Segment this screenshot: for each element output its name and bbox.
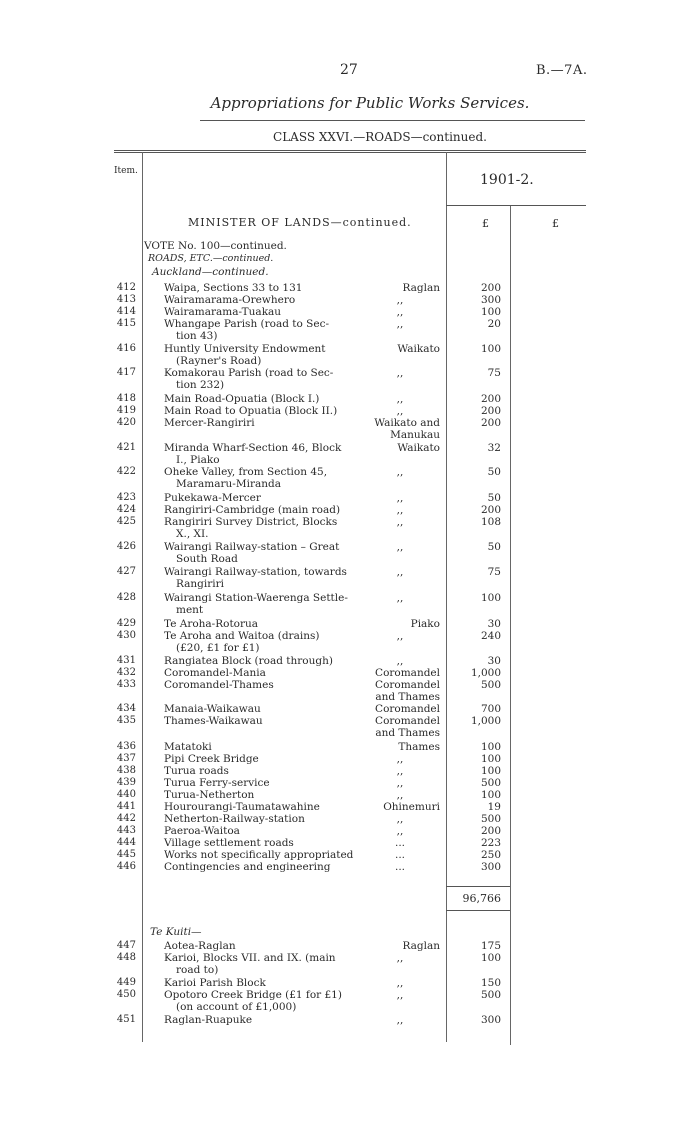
row-amount: 700 — [480, 703, 501, 715]
row-item-number: 440 — [116, 789, 136, 800]
row-description: Komakorau Parish (road to Sec- — [164, 367, 334, 379]
row-amount: 19 — [487, 801, 501, 813]
row-item-number: 418 — [116, 393, 136, 404]
row-description: Netherton-Railway-station — [164, 813, 305, 825]
row-district: ,, — [396, 294, 404, 306]
row-description-continued: Maramaru-Miranda — [176, 478, 281, 490]
row-description: Coromandel-Mania — [164, 667, 266, 679]
header-top-rule — [114, 150, 586, 151]
row-item-number: 425 — [116, 516, 136, 527]
row-district: ,, — [396, 504, 404, 516]
row-description: Raglan-Ruapuke — [164, 1014, 253, 1026]
row-description: Rangiriri-Cambridge (main road) — [164, 504, 341, 516]
row-amount: 32 — [487, 442, 501, 454]
row-district: Raglan — [402, 940, 440, 952]
row-item-number: 414 — [116, 306, 136, 317]
row-amount: 1,000 — [470, 667, 501, 679]
document-reference: B.—7A. — [536, 63, 588, 78]
row-district: ... — [394, 861, 405, 873]
row-item-number: 415 — [116, 318, 136, 329]
row-description: Rangiatea Block (road through) — [164, 655, 333, 667]
row-amount: 30 — [487, 655, 501, 667]
row-item-number: 417 — [116, 367, 136, 378]
row-amount: 150 — [480, 977, 501, 989]
row-description: Pukekawa-Mercer — [164, 492, 261, 504]
row-description-continued: I., Piako — [176, 454, 220, 466]
row-amount: 300 — [480, 861, 501, 873]
page-number: 27 — [340, 62, 358, 78]
row-description: Te Aroha and Waitoa (drains) — [164, 630, 320, 642]
row-district: Coromandel — [375, 667, 440, 679]
total-amount: 96,766 — [462, 892, 501, 905]
row-item-number: 438 — [116, 765, 136, 776]
row-description: Turua roads — [164, 765, 229, 777]
row-item-number: 430 — [116, 630, 136, 641]
row-amount: 200 — [480, 417, 501, 429]
page-title: Appropriations for Public Works Services. — [210, 94, 530, 112]
row-description: Opotoro Creek Bridge (£1 for £1) — [164, 989, 342, 1001]
row-description: Contingencies and engineering — [164, 861, 331, 873]
row-description: Mercer-Rangiriri — [164, 417, 255, 429]
row-amount: 100 — [480, 753, 501, 765]
section-minister: MINISTER OF LANDS—continued. — [188, 216, 412, 229]
row-description: Rangiriri Survey District, Blocks — [164, 516, 338, 528]
row-item-number: 446 — [116, 861, 136, 872]
row-amount: 100 — [480, 306, 501, 318]
row-district: Waikato — [397, 442, 440, 454]
row-amount: 75 — [487, 566, 501, 578]
row-item-number: 437 — [116, 753, 136, 764]
row-amount: 500 — [480, 777, 501, 789]
row-amount: 300 — [480, 1014, 501, 1026]
row-item-number: 420 — [116, 417, 136, 428]
row-amount: 223 — [480, 837, 501, 849]
row-description-continued: ment — [176, 604, 204, 616]
header-top-rule-double — [114, 152, 586, 153]
row-amount: 200 — [480, 504, 501, 516]
row-district: Ohinemuri — [383, 801, 440, 813]
row-item-number: 427 — [116, 566, 136, 577]
row-item-number: 448 — [116, 952, 136, 963]
row-item-number: 441 — [116, 801, 136, 812]
row-description: Works not specifically appropriated — [164, 849, 354, 861]
row-amount: 100 — [480, 592, 501, 604]
row-item-number: 451 — [116, 1014, 136, 1025]
row-description: Main Road to Opuatia (Block II.) — [164, 405, 338, 417]
row-district: ,, — [396, 753, 404, 765]
row-amount: 175 — [480, 940, 501, 952]
row-item-number: 424 — [116, 504, 136, 515]
row-description: Turua Ferry-service — [164, 777, 270, 789]
te-kuiti-heading: Te Kuiti— — [150, 926, 202, 938]
row-description: Huntly University Endowment — [164, 343, 326, 355]
row-amount: 100 — [480, 952, 501, 964]
row-description: Wairamarama-Orewhero — [164, 294, 296, 306]
class-title: CLASS XXVI.—ROADS—continued. — [273, 130, 487, 144]
row-district: ,, — [396, 952, 404, 964]
row-description-continued: Rangiriri — [176, 578, 225, 590]
row-description-continued: X., XI. — [176, 528, 209, 540]
row-district: Coromandel — [375, 679, 440, 691]
row-district: and Thames — [375, 691, 440, 703]
district-heading: Auckland—continued. — [152, 266, 269, 278]
row-district: ,, — [396, 789, 404, 801]
row-amount: 500 — [480, 813, 501, 825]
row-item-number: 449 — [116, 977, 136, 988]
row-district: ,, — [396, 492, 404, 504]
row-item-number: 444 — [116, 837, 136, 848]
row-amount: 200 — [480, 825, 501, 837]
row-amount: 200 — [480, 405, 501, 417]
row-item-number: 413 — [116, 294, 136, 305]
row-description: Matatoki — [164, 741, 212, 753]
row-description: Wairangi Railway-station, towards — [164, 566, 347, 578]
column-header-year: 1901-2. — [480, 172, 534, 188]
row-item-number: 428 — [116, 592, 136, 603]
total-top-rule — [446, 886, 510, 887]
row-district: ,, — [396, 765, 404, 777]
row-amount: 200 — [480, 282, 501, 294]
total-bottom-rule — [446, 910, 510, 911]
row-amount: 100 — [480, 741, 501, 753]
currency-col-1: £ — [482, 217, 489, 230]
row-amount: 30 — [487, 618, 501, 630]
row-item-number: 443 — [116, 825, 136, 836]
row-amount: 200 — [480, 393, 501, 405]
row-item-number: 445 — [116, 849, 136, 860]
row-description: Oheke Valley, from Section 45, — [164, 466, 328, 478]
row-district: ,, — [396, 977, 404, 989]
row-amount: 50 — [487, 541, 501, 553]
row-description: Village settlement roads — [164, 837, 294, 849]
amount-right-rule — [510, 205, 511, 1045]
row-district: Piako — [410, 618, 440, 630]
row-description: Karioi Parish Block — [164, 977, 266, 989]
row-district: Manukau — [390, 429, 440, 441]
row-item-number: 426 — [116, 541, 136, 552]
row-description: Turua-Netherton — [164, 789, 255, 801]
row-district: Coromandel — [375, 715, 440, 727]
row-district: ,, — [396, 405, 404, 417]
row-description: Thames-Waikawau — [164, 715, 263, 727]
row-item-number: 421 — [116, 442, 136, 453]
row-description-continued: (on account of £1,000) — [176, 1001, 297, 1013]
row-item-number: 433 — [116, 679, 136, 690]
row-description-continued: road to) — [176, 964, 219, 976]
row-district: ,, — [396, 541, 404, 553]
row-district: ,, — [396, 516, 404, 528]
row-district: ,, — [396, 1014, 404, 1026]
roads-heading: ROADS, ETC.—continued. — [148, 253, 274, 264]
row-description: Hourourangi-Taumatawahine — [164, 801, 320, 813]
row-amount: 300 — [480, 294, 501, 306]
row-description: Manaia-Waikawau — [164, 703, 261, 715]
row-description: Main Road-Opuatia (Block I.) — [164, 393, 320, 405]
row-district: Thames — [398, 741, 440, 753]
row-district: ,, — [396, 566, 404, 578]
row-item-number: 442 — [116, 813, 136, 824]
row-amount: 250 — [480, 849, 501, 861]
row-description: Karioi, Blocks VII. and IX. (main — [164, 952, 336, 964]
row-district: ,, — [396, 318, 404, 330]
row-amount: 50 — [487, 492, 501, 504]
row-description-continued: (£20, £1 for £1) — [176, 642, 260, 654]
row-description: Whangape Parish (road to Sec- — [164, 318, 330, 330]
row-amount: 500 — [480, 989, 501, 1001]
row-district: ,, — [396, 777, 404, 789]
row-district: and Thames — [375, 727, 440, 739]
row-district: ,, — [396, 825, 404, 837]
currency-col-2: £ — [552, 217, 559, 230]
vote-heading: VOTE No. 100—continued. — [144, 240, 287, 252]
row-description: Aotea-Raglan — [164, 940, 236, 952]
row-district: ... — [394, 837, 405, 849]
row-amount: 1,000 — [470, 715, 501, 727]
row-amount: 108 — [480, 516, 501, 528]
row-amount: 100 — [480, 765, 501, 777]
row-item-number: 431 — [116, 655, 136, 666]
row-item-number: 447 — [116, 940, 136, 951]
row-description: Wairangi Railway-station – Great — [164, 541, 340, 553]
row-item-number: 450 — [116, 989, 136, 1000]
row-description: Wairamarama-Tuakau — [164, 306, 282, 318]
row-district: ,, — [396, 989, 404, 1001]
row-description: Miranda Wharf-Section 46, Block — [164, 442, 342, 454]
row-amount: 75 — [487, 367, 501, 379]
row-item-number: 429 — [116, 618, 136, 629]
row-description: Coromandel-Thames — [164, 679, 274, 691]
row-district: ,, — [396, 813, 404, 825]
column-header-item: Item. — [114, 166, 138, 176]
row-description: Pipi Creek Bridge — [164, 753, 259, 765]
row-description: Paeroa-Waitoa — [164, 825, 240, 837]
row-amount: 240 — [480, 630, 501, 642]
row-item-number: 419 — [116, 405, 136, 416]
row-description-continued: tion 43) — [176, 330, 218, 342]
row-description: Wairangi Station-Waerenga Settle- — [164, 592, 348, 604]
row-amount: 100 — [480, 789, 501, 801]
item-column-rule — [142, 152, 143, 1042]
row-district: Waikato and — [374, 417, 440, 429]
row-item-number: 412 — [116, 282, 136, 293]
row-item-number: 432 — [116, 667, 136, 678]
row-item-number: 423 — [116, 492, 136, 503]
row-description: Waipa, Sections 33 to 131 — [164, 282, 303, 294]
row-amount: 500 — [480, 679, 501, 691]
row-description-continued: (Rayner's Road) — [176, 355, 262, 367]
row-district: Raglan — [402, 282, 440, 294]
row-district: Coromandel — [375, 703, 440, 715]
row-amount: 20 — [487, 318, 501, 330]
row-district: ,, — [396, 466, 404, 478]
row-amount: 50 — [487, 466, 501, 478]
row-district: ,, — [396, 306, 404, 318]
row-district: ,, — [396, 630, 404, 642]
row-district: ,, — [396, 592, 404, 604]
row-item-number: 439 — [116, 777, 136, 788]
row-description-continued: tion 232) — [176, 379, 225, 391]
row-district: ,, — [396, 393, 404, 405]
row-item-number: 422 — [116, 466, 136, 477]
row-item-number: 435 — [116, 715, 136, 726]
row-item-number: 416 — [116, 343, 136, 354]
title-rule — [200, 120, 585, 121]
row-item-number: 436 — [116, 741, 136, 752]
row-item-number: 434 — [116, 703, 136, 714]
year-header-rule — [446, 205, 586, 206]
row-amount: 100 — [480, 343, 501, 355]
row-district: ,, — [396, 655, 404, 667]
row-description: Te Aroha-Rotorua — [164, 618, 259, 630]
row-description-continued: South Road — [176, 553, 238, 565]
row-district: ,, — [396, 367, 404, 379]
row-district: Waikato — [397, 343, 440, 355]
row-district: ... — [394, 849, 405, 861]
